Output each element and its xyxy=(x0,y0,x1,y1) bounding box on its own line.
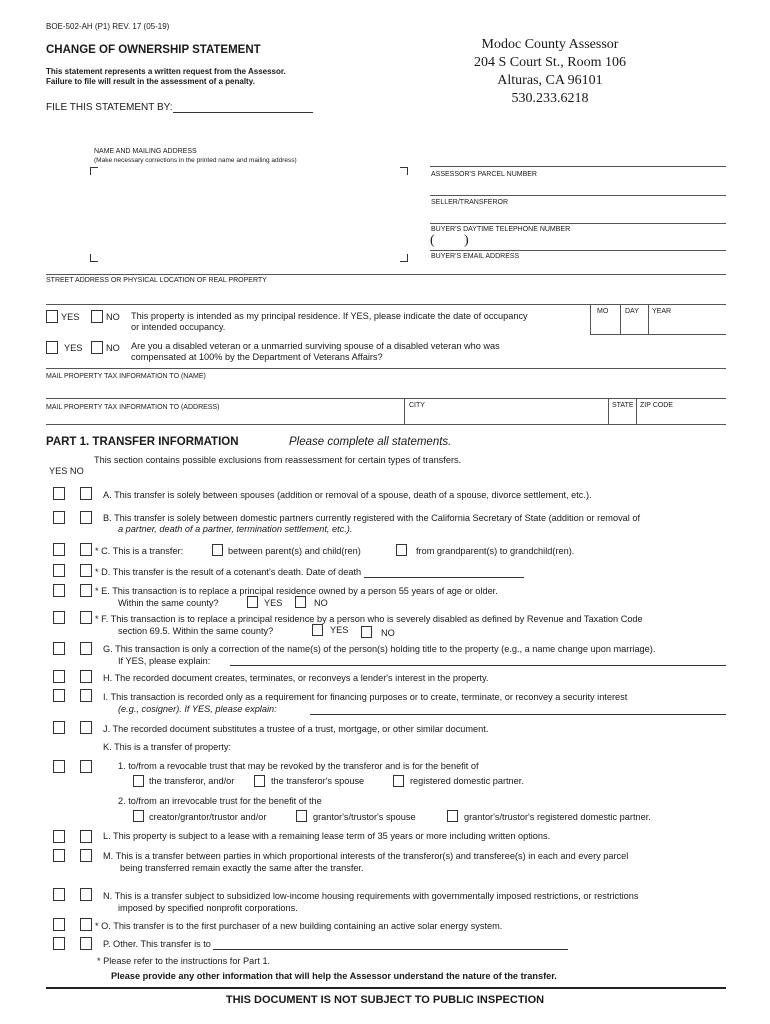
k1-opt1: the transferor, and/or xyxy=(149,776,235,786)
item-e1: * E. This transaction is to replace a principal residence owned by a person 55 years of age or older. xyxy=(95,586,498,596)
e-yes-label: YES xyxy=(264,598,283,608)
p-other-line[interactable] xyxy=(213,940,568,950)
q2-no-checkbox[interactable] xyxy=(91,341,103,354)
item-c-yes-checkbox[interactable] xyxy=(53,543,65,556)
item-g-yes-checkbox[interactable] xyxy=(53,642,65,655)
form-id: BOE-502-AH (P1) REV. 17 (05-19) xyxy=(46,22,170,31)
seller-label: SELLER/TRANSFEROR xyxy=(431,199,509,206)
item-g-no-checkbox[interactable] xyxy=(80,642,92,655)
zip-label: ZIP CODE xyxy=(640,402,673,409)
item-m2: being transferred remain exactly the same after the transfer. xyxy=(120,863,364,873)
q1-no-checkbox[interactable] xyxy=(91,310,103,323)
street-label: STREET ADDRESS OR PHYSICAL LOCATION OF REAL PROPERTY xyxy=(46,277,267,284)
corner-mark xyxy=(400,254,408,262)
date-box-edge xyxy=(648,304,649,334)
q1-line2: or intended occupancy. xyxy=(131,322,226,332)
item-b1: B. This transfer is solely between domestic partners currently registered with the California Secretary of State (addition or removal of xyxy=(103,513,641,523)
item-n-yes-checkbox[interactable] xyxy=(53,888,65,901)
item-n1: N. This is a transfer subject to subsidized low-income housing requirements with governmentally imposed restrictions, or restrictions xyxy=(103,891,639,901)
item-e2: Within the same county? xyxy=(118,598,219,608)
i-explain-line[interactable] xyxy=(310,714,726,715)
q1-no-label: NO xyxy=(106,312,120,322)
item-k2: 2. to/from an irrevocable trust for the benefit of the xyxy=(118,796,322,806)
k2-creator-checkbox[interactable] xyxy=(133,810,144,822)
buyer-phone-top-line xyxy=(430,223,726,224)
item-l-yes-checkbox[interactable] xyxy=(53,830,65,843)
item-f-no-checkbox[interactable] xyxy=(80,611,92,624)
item-k1: 1. to/from a revocable trust that may be revoked by the transferor and is for the benefit of xyxy=(118,761,479,771)
item-b2: a partner, death of a partner, termination settlement, etc.). xyxy=(118,524,353,534)
k2-opt1: creator/grantor/trustor and/or xyxy=(149,812,267,822)
q1-line1: This property is intended as my principal residence. If YES, please indicate the date of occupancy xyxy=(131,311,528,321)
g-explain-line[interactable] xyxy=(230,665,726,666)
corner-mark xyxy=(90,167,98,175)
phone-paren-open: ( xyxy=(430,233,435,248)
item-l-no-checkbox[interactable] xyxy=(80,830,92,843)
name-mailing-label: NAME AND MAILING ADDRESS xyxy=(94,148,197,155)
item-k-yes-checkbox[interactable] xyxy=(53,760,65,773)
item-a: A. This transfer is solely between spouses (addition or removal of a spouse, death of a spouse, divorce settlement, etc.). xyxy=(103,490,592,500)
item-b-no-checkbox[interactable] xyxy=(80,511,92,524)
item-j-no-checkbox[interactable] xyxy=(80,721,92,734)
buyer-email-label: BUYER'S EMAIL ADDRESS xyxy=(431,253,520,260)
divider xyxy=(46,274,726,275)
f-no-label: NO xyxy=(381,628,395,638)
buyer-phone-label: BUYER'S DAYTIME TELEPHONE NUMBER xyxy=(431,226,571,233)
k2-opt2: grantor's/trustor's spouse xyxy=(313,812,416,822)
file-by-line[interactable] xyxy=(173,103,313,113)
city-box-edge xyxy=(404,398,405,424)
item-g1: G. This transaction is only a correction of the name(s) of the person(s) holding title to the property (e.g., a name change upon marriage). xyxy=(103,644,656,654)
file-by-text: FILE THIS STATEMENT BY: xyxy=(46,102,173,113)
footer-rule xyxy=(46,987,726,989)
item-m1: M. This is a transfer between parties in which proportional interests of the transferor(s) and transferee(s) in each and every parcel xyxy=(103,851,629,861)
k1-transferor-checkbox[interactable] xyxy=(133,775,144,787)
divider xyxy=(46,368,726,369)
item-o-no-checkbox[interactable] xyxy=(80,918,92,931)
parcel-label: ASSESSOR'S PARCEL NUMBER xyxy=(431,171,537,178)
e-no-label: NO xyxy=(314,598,328,608)
item-m-yes-checkbox[interactable] xyxy=(53,849,65,862)
k1-partner-checkbox[interactable] xyxy=(393,775,404,787)
item-e-no-checkbox[interactable] xyxy=(80,584,92,597)
item-a-no-checkbox[interactable] xyxy=(80,487,92,500)
seller-field[interactable] xyxy=(430,195,726,196)
provide-info: Please provide any other information that will help the Assessor understand the nature of the transfer. xyxy=(111,971,557,981)
item-i1: I. This transaction is recorded only as a requirement for financing purposes or to create, terminate, or reconvey a security interest xyxy=(103,692,628,702)
item-j: J. The recorded document substitutes a trustee of a trust, mortgage, or other similar document. xyxy=(103,724,489,734)
k1-opt3: registered domestic partner. xyxy=(410,776,524,786)
assessor-block xyxy=(450,36,650,108)
buyer-phone-field[interactable] xyxy=(430,250,726,251)
item-o: * O. This transfer is to the first purchaser of a new building containing an active solar energy system. xyxy=(95,921,503,931)
item-n-no-checkbox[interactable] xyxy=(80,888,92,901)
item-h-no-checkbox[interactable] xyxy=(80,670,92,683)
item-d: * D. This transfer is the result of a cotenant's death. Date of death xyxy=(95,567,524,578)
item-o-yes-checkbox[interactable] xyxy=(53,918,65,931)
c-parent-checkbox[interactable] xyxy=(212,544,223,556)
item-a-yes-checkbox[interactable] xyxy=(53,487,65,500)
item-c: * C. This is a transfer: xyxy=(95,546,184,556)
corner-mark xyxy=(400,167,408,175)
c-opt2: from grandparent(s) to grandchild(ren). xyxy=(416,546,575,556)
city-label: CITY xyxy=(409,402,425,409)
item-n2: imposed by specified nonprofit corporations. xyxy=(118,903,298,913)
k2-spouse-checkbox[interactable] xyxy=(296,810,307,822)
q1-yes-checkbox[interactable] xyxy=(46,310,58,323)
form-title: CHANGE OF OWNERSHIP STATEMENT xyxy=(46,44,261,56)
item-k-no-checkbox[interactable] xyxy=(80,760,92,773)
item-p: P. Other. This transfer is to xyxy=(103,939,568,950)
q2-no-label: NO xyxy=(106,343,120,353)
item-f2: section 69.5. Within the same county? xyxy=(118,626,274,636)
day-label: DAY xyxy=(625,308,639,315)
mail-name-label: MAIL PROPERTY TAX INFORMATION TO (NAME) xyxy=(46,373,206,380)
mail-address-label: MAIL PROPERTY TAX INFORMATION TO (ADDRESS) xyxy=(46,404,220,411)
phone-paren-close: ) xyxy=(464,233,469,248)
corner-mark xyxy=(90,254,98,262)
f-no-checkbox[interactable] xyxy=(361,626,372,638)
item-f-yes-checkbox[interactable] xyxy=(53,611,65,624)
q2-line2: compensated at 100% by the Department of Veterans Affairs? xyxy=(131,352,383,362)
assessor-address1: 204 S Court St., Room 106 xyxy=(473,55,627,70)
street-field[interactable] xyxy=(46,304,726,305)
mail-address-field[interactable] xyxy=(46,424,726,425)
subtitle-line2: Failure to file will result in the assessment of a penalty. xyxy=(46,77,255,86)
item-i2: (e.g., cosigner). If YES, please explain: xyxy=(118,704,277,714)
zip-box-edge xyxy=(636,398,637,424)
k2-partner-checkbox[interactable] xyxy=(447,810,458,822)
date-of-death-line[interactable] xyxy=(364,568,524,578)
k1-opt2: the transferor's spouse xyxy=(271,776,365,786)
item-d-no-checkbox[interactable] xyxy=(80,564,92,577)
yes-no-header: YES NO xyxy=(49,466,84,476)
c-grandparent-checkbox[interactable] xyxy=(396,544,407,556)
q2-yes-label: YES xyxy=(64,343,83,353)
k1-spouse-checkbox[interactable] xyxy=(254,775,265,787)
f-yes-checkbox[interactable] xyxy=(312,624,323,636)
part1-subtitle: Please complete all statements. xyxy=(289,436,452,448)
e-yes-checkbox[interactable] xyxy=(247,596,258,608)
item-b-yes-checkbox[interactable] xyxy=(53,511,65,524)
year-label: YEAR xyxy=(652,308,672,315)
q2-line1: Are you a disabled veteran or a unmarried surviving spouse of a disabled veteran who was xyxy=(131,341,500,351)
item-e-yes-checkbox[interactable] xyxy=(53,584,65,597)
state-box-edge xyxy=(608,398,609,424)
f-yes-label: YES xyxy=(330,625,349,635)
footer-notice: THIS DOCUMENT IS NOT SUBJECT TO PUBLIC INSPECTION xyxy=(225,994,545,1006)
mail-name-field[interactable] xyxy=(46,398,726,399)
c-opt1: between parent(s) and child(ren) xyxy=(228,546,361,556)
q1-yes-label: YES xyxy=(61,312,80,322)
item-j-yes-checkbox[interactable] xyxy=(53,721,65,734)
e-no-checkbox[interactable] xyxy=(295,596,306,608)
subtitle-line1: This statement represents a written request from the Assessor. xyxy=(46,67,286,76)
item-c-no-checkbox[interactable] xyxy=(80,543,92,556)
state-label: STATE xyxy=(612,402,634,409)
q2-yes-checkbox[interactable] xyxy=(46,341,58,354)
assessor-address2: Alturas, CA 96101 xyxy=(497,73,603,88)
item-m-no-checkbox[interactable] xyxy=(80,849,92,862)
date-box-bottom xyxy=(590,334,726,335)
file-by-label xyxy=(46,102,313,113)
assessor-name: Modoc County Assessor xyxy=(481,37,619,52)
part1-title: PART 1. TRANSFER INFORMATION xyxy=(46,436,239,448)
item-p-yes-checkbox[interactable] xyxy=(53,937,65,950)
item-g2: If YES, please explain: xyxy=(118,656,211,666)
item-i-no-checkbox[interactable] xyxy=(80,689,92,702)
parcel-field[interactable] xyxy=(430,166,726,167)
item-i-yes-checkbox[interactable] xyxy=(53,689,65,702)
item-k: K. This is a transfer of property: xyxy=(103,742,231,752)
item-p-no-checkbox[interactable] xyxy=(80,937,92,950)
item-f1: * F. This transaction is to replace a principal residence by a person who is severely disabled as defined by Revenue and Taxation Code xyxy=(95,614,643,624)
date-box-edge xyxy=(620,304,621,334)
item-h-yes-checkbox[interactable] xyxy=(53,670,65,683)
item-d-yes-checkbox[interactable] xyxy=(53,564,65,577)
part1-intro: This section contains possible exclusions from reassessment for certain types of transfers. xyxy=(94,455,462,465)
item-h: H. The recorded document creates, terminates, or reconveys a lender's interest in the property. xyxy=(103,673,489,683)
k2-opt3: grantor's/trustor's registered domestic partner. xyxy=(464,812,651,822)
footnote: * Please refer to the instructions for Part 1. xyxy=(97,956,271,966)
assessor-phone: 530.233.6218 xyxy=(511,91,589,106)
mo-label: MO xyxy=(597,308,609,315)
date-box-edge xyxy=(590,304,591,334)
name-mailing-note: (Make necessary corrections in the printed name and mailing address) xyxy=(94,157,297,164)
item-l: L. This property is subject to a lease with a remaining lease term of 35 years or more including written options. xyxy=(103,831,551,841)
